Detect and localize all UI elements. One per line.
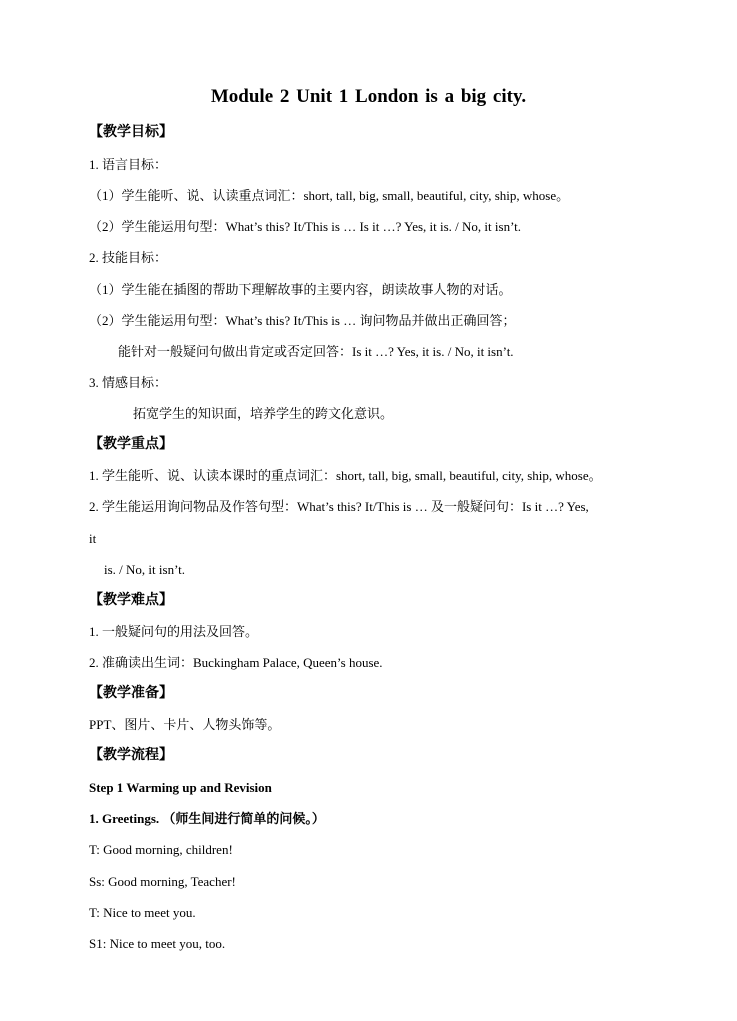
step-1-title: Step 1 Warming up and Revision xyxy=(89,780,272,795)
language-goal-item-2: （2）学生能运用句型：What’s this? It/This is … Is it …? Yes, it is. / No, it isn’t. xyxy=(89,219,522,234)
dialogue-line: T: Nice to meet you. xyxy=(89,905,196,920)
emotion-goal-item-1: 拓宽学生的知识面，培养学生的跨文化意识。 xyxy=(133,406,394,421)
preparation-heading: 【教学准备】 xyxy=(89,686,173,701)
difficulty-item-1: 1. 一般疑问句的用法及回答。 xyxy=(89,624,259,639)
difficulty-item-2: 2. 准确读出生词：Buckingham Palace, Queen’s house. xyxy=(89,655,383,670)
key-point-item-2-continued: is. / No, it isn’t. xyxy=(104,562,186,577)
skill-goal-item-2: （2）学生能运用句型：What’s this? It/This is … 询问物品并做出正确回答； xyxy=(89,313,516,328)
language-goal-label: 1. 语言目标： xyxy=(89,157,168,172)
key-point-item-1: 1. 学生能听、说、认读本课时的重点词汇：short, tall, big, small, beautiful, city, ship, whose。 xyxy=(89,468,602,483)
language-goal-item-1: （1）学生能听、说、认读重点词汇：short, tall, big, small, beautiful, city, ship, whose。 xyxy=(89,188,570,203)
skill-goal-label: 2. 技能目标： xyxy=(89,250,168,265)
greetings-title: 1. Greetings. （师生间进行简单的问候。） xyxy=(89,811,325,826)
process-heading: 【教学流程】 xyxy=(89,748,173,763)
dialogue-line: Ss: Good morning, Teacher! xyxy=(89,874,236,889)
emotion-goal-label: 3. 情感目标： xyxy=(89,375,168,390)
objectives-heading: 【教学目标】 xyxy=(89,125,173,140)
dialogue-line: S1: Nice to meet you, too. xyxy=(89,936,226,951)
skill-goal-item-1: （1）学生能在插图的帮助下理解故事的主要内容，朗读故事人物的对话。 xyxy=(89,282,512,297)
skill-goal-item-2-continued: 能针对一般疑问句做出肯定或否定回答：Is it …? Yes, it is. / No, it isn’t. xyxy=(118,344,514,359)
key-point-item-2: 2. 学生能运用询问物品及作答句型：What’s this? It/This is … 及一般疑问句：Is it …? Yes, xyxy=(89,499,589,514)
key-points-heading: 【教学重点】 xyxy=(89,437,173,452)
preparation-text: PPT、图片、卡片、人物头饰等。 xyxy=(89,717,281,732)
difficulties-heading: 【教学难点】 xyxy=(89,593,173,608)
dialogue-line: T: Good morning, children! xyxy=(89,842,233,857)
key-point-item-2-wrap: it xyxy=(89,531,97,546)
document-title: Module 2 Unit 1 London is a big city. xyxy=(210,86,527,107)
